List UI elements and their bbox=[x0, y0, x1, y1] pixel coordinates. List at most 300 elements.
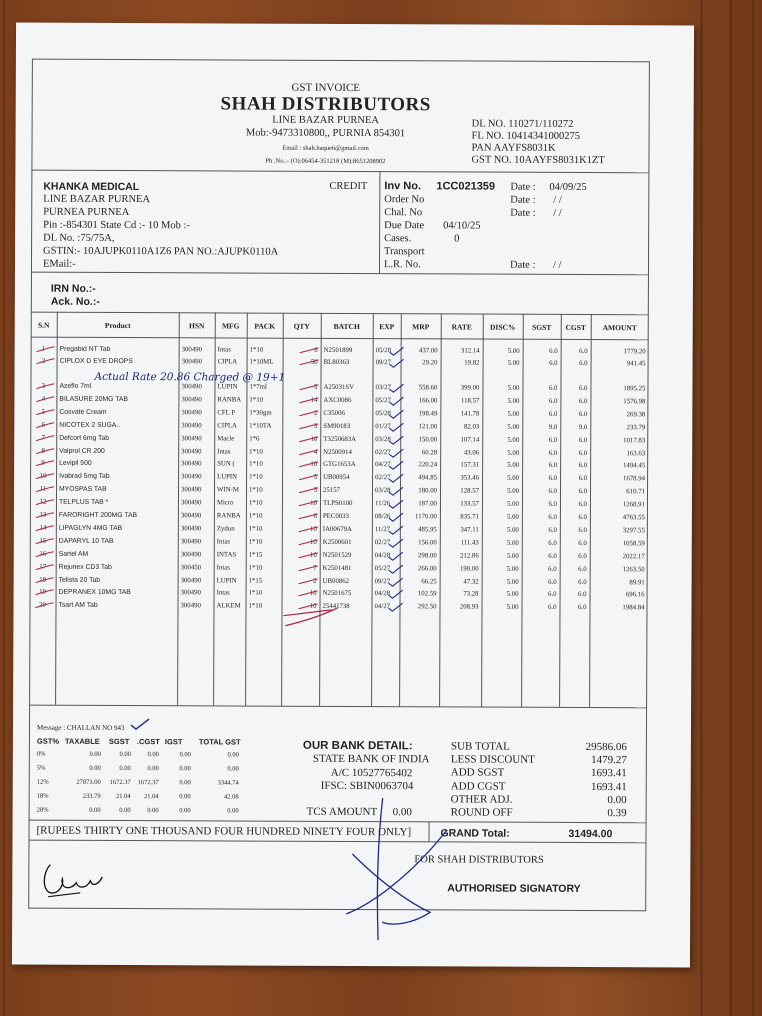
cell-mrp: 187.00 bbox=[418, 500, 437, 508]
check-mark-icon bbox=[298, 563, 320, 573]
gst-cell: 12% bbox=[36, 778, 49, 786]
cell-amount: 1895.25 bbox=[623, 385, 646, 393]
cell-pack: 1*10 bbox=[248, 602, 263, 610]
chal-date-label: Date : bbox=[510, 207, 536, 219]
cell-sn: 16 bbox=[39, 550, 47, 558]
cell-qty: 10 bbox=[310, 461, 318, 469]
cell-cgst: 6.0 bbox=[578, 513, 587, 522]
column-header: AMOUNT bbox=[602, 323, 637, 333]
cell-qty: 50 bbox=[310, 358, 318, 366]
cell-rate: 347.11 bbox=[460, 526, 479, 534]
gst-cell: 0.00 bbox=[119, 750, 131, 759]
cell-cgst: 6.0 bbox=[578, 384, 588, 393]
cell-mrp: 437.00 bbox=[418, 347, 438, 355]
check-mark-icon bbox=[298, 409, 320, 419]
cell-exp: 02/27 bbox=[375, 474, 391, 482]
cell-product: TELPLUS TAB * bbox=[58, 498, 109, 507]
cell-exp: 05/28 bbox=[375, 347, 392, 355]
bank-account: A/C 10527765402 bbox=[330, 766, 413, 780]
check-mark-icon bbox=[298, 447, 320, 457]
gst-cell: 0.00 bbox=[179, 765, 191, 773]
cell-mrp: 150.00 bbox=[418, 435, 438, 443]
cell-rate: 208.93 bbox=[459, 603, 479, 611]
cell-sn: 6 bbox=[41, 421, 46, 429]
cell-pack: 1*10 bbox=[248, 538, 263, 546]
cell-cgst: 6.0 bbox=[578, 539, 587, 547]
cell-rate: 118.57 bbox=[460, 397, 480, 405]
due-label: Due Date bbox=[384, 220, 425, 232]
check-mark-icon bbox=[388, 435, 404, 445]
cell-amount: 1058.59 bbox=[622, 539, 645, 548]
column-header: CGST bbox=[565, 322, 586, 333]
cases-label: Cases. bbox=[384, 233, 412, 245]
cell-batch: K2501481 bbox=[322, 564, 352, 572]
cell-mfg: Micro bbox=[216, 499, 234, 507]
pen-mark-icon bbox=[34, 433, 56, 443]
cell-exp: 03/28 bbox=[375, 435, 391, 443]
cell-sgst: 6.0 bbox=[548, 462, 558, 470]
company-phone: Ph .No.:- (O):06454-351218 (M):8651208902 bbox=[265, 157, 386, 166]
total-label: LESS DISCOUNT bbox=[450, 753, 535, 766]
cell-pack: 1*15 bbox=[248, 577, 263, 585]
gst-header: GST% bbox=[36, 736, 60, 746]
cell-qty: 3 bbox=[313, 422, 318, 430]
check-mark-icon bbox=[388, 551, 404, 561]
gst-cell: 21.04 bbox=[144, 793, 159, 801]
cell-hsn: 300490 bbox=[180, 576, 202, 584]
cell-sn: 19 bbox=[39, 589, 46, 597]
cell-pack: 1*10 bbox=[249, 473, 263, 481]
pen-mark-icon bbox=[34, 485, 56, 495]
check-mark-icon bbox=[298, 421, 320, 431]
cell-cgst: 6.0 bbox=[578, 565, 587, 573]
cell-amount: 1576.98 bbox=[623, 398, 646, 406]
check-mark-icon bbox=[298, 512, 320, 522]
amount-in-words: [RUPEES THIRTY ONE THOUSAND FOUR HUNDRED NINETY FOUR ONLY] bbox=[36, 824, 412, 839]
cell-mfg: Intas bbox=[217, 447, 231, 455]
gst-cell: 0.00 bbox=[147, 807, 159, 815]
check-mark-icon bbox=[298, 525, 320, 535]
pen-mark-icon bbox=[34, 588, 56, 598]
cell-pack: 1*10 bbox=[248, 525, 263, 533]
total-label: ADD SGST bbox=[450, 766, 505, 780]
cell-exp: 04/27 bbox=[374, 603, 391, 611]
cell-batch: SM90183 bbox=[323, 422, 351, 430]
cell-pack: 1*10 bbox=[249, 486, 263, 494]
cell-hsn: 300450 bbox=[180, 563, 202, 571]
cell-hsn: 300490 bbox=[180, 538, 202, 546]
cell-product: Defcort 6mg Tab bbox=[59, 434, 110, 442]
payment-mode: CREDIT bbox=[329, 180, 368, 193]
cell-product: CIPLOX D EYE DROPS bbox=[59, 357, 133, 366]
cell-amount: 163.63 bbox=[626, 449, 646, 457]
cell-exp: 05/28 bbox=[375, 409, 391, 417]
cell-exp: 05/27 bbox=[374, 564, 391, 572]
cell-batch: T3250683A bbox=[323, 435, 357, 443]
cell-batch: 25441738 bbox=[322, 603, 350, 611]
cell-pack: 1*15 bbox=[248, 551, 263, 559]
check-mark-icon bbox=[388, 383, 404, 393]
check-mark-icon bbox=[388, 538, 404, 548]
lr-date: / / bbox=[552, 259, 562, 271]
column-header: SGST bbox=[532, 322, 552, 332]
cell-mfg: Intas bbox=[216, 589, 230, 597]
total-value: 0.39 bbox=[607, 807, 627, 820]
cell-exp: 04/28 bbox=[374, 590, 391, 598]
cell-qty: 7 bbox=[313, 564, 317, 572]
cell-mrp: 220.24 bbox=[418, 461, 438, 469]
cell-batch: N2501899 bbox=[323, 346, 353, 354]
total-label: OTHER ADJ. bbox=[450, 793, 513, 806]
cell-batch: GTG1653A bbox=[323, 461, 356, 469]
tcs-value: 0.00 bbox=[392, 806, 412, 819]
check-mark-icon bbox=[388, 409, 404, 419]
buyer-dl: DL No. :75/75A, bbox=[43, 232, 115, 244]
cell-cgst: 6.0 bbox=[578, 526, 587, 534]
cell-qty: 5 bbox=[313, 487, 318, 495]
check-mark-icon bbox=[388, 590, 404, 600]
cell-batch: IA00679A bbox=[322, 525, 352, 533]
cell-rate: 107.14 bbox=[460, 436, 480, 444]
cell-sn: 4 bbox=[41, 395, 46, 403]
cell-sn: 14 bbox=[39, 524, 47, 532]
check-mark-icon bbox=[298, 396, 320, 406]
cell-amount: 696.16 bbox=[625, 591, 645, 599]
doc-title: GST INVOICE bbox=[291, 81, 361, 95]
cell-mfg: CFL P bbox=[217, 409, 236, 417]
check-mark-icon bbox=[299, 358, 321, 368]
gst-header: SGST bbox=[108, 736, 130, 747]
gst-cell: 5% bbox=[36, 764, 46, 772]
gst-cell: 1672.37 bbox=[137, 779, 159, 787]
cell-rate: 73.28 bbox=[463, 590, 479, 598]
cell-hsn: 300490 bbox=[180, 589, 201, 597]
cell-product: BILASURE 20MG TAB bbox=[59, 395, 128, 403]
cell-batch: N2501529 bbox=[322, 551, 352, 559]
buyer-gstin: GSTIN:- 10AJUPK0110A1Z6 PAN NO.:AJUPK0110A bbox=[43, 245, 279, 258]
cell-rate: 82.03 bbox=[463, 423, 480, 431]
cell-sgst: 6.0 bbox=[548, 526, 557, 534]
cell-mfg: Macle bbox=[217, 435, 235, 443]
cell-batch: TLPS0100 bbox=[322, 499, 353, 508]
check-mark-icon bbox=[388, 396, 404, 406]
cell-sgst: 6.0 bbox=[549, 359, 558, 367]
cell-sgst: 6.0 bbox=[548, 436, 558, 444]
gst-header: TOTAL GST bbox=[198, 737, 241, 747]
cell-disc: 5.00 bbox=[506, 578, 519, 586]
gst-cell: 0.00 bbox=[179, 807, 191, 815]
cell-sgst: 6.0 bbox=[547, 604, 557, 612]
cell-sn: 3 bbox=[41, 382, 46, 390]
gst-cell: 0.00 bbox=[227, 765, 239, 773]
total-value: 29586.06 bbox=[585, 741, 627, 754]
cell-mrp: 166.00 bbox=[418, 397, 438, 405]
tcs-label: TCS AMOUNT bbox=[306, 805, 378, 819]
cell-amount: 1263.50 bbox=[622, 565, 645, 573]
cell-mrp: 102.59 bbox=[417, 590, 437, 598]
gst-cell: 0.00 bbox=[119, 764, 131, 773]
order-label: Order No bbox=[384, 194, 425, 206]
cell-batch: BL80363 bbox=[323, 358, 350, 366]
gst-cell: 0.00 bbox=[179, 779, 191, 787]
cell-batch: PEC0033 bbox=[322, 512, 349, 520]
cell-exp: 01/27 bbox=[375, 422, 391, 430]
check-mark-icon bbox=[299, 346, 321, 356]
check-mark-icon bbox=[388, 448, 404, 458]
grand-total-value: 31494.00 bbox=[568, 827, 613, 841]
cell-sgst: 6.0 bbox=[548, 552, 557, 560]
cell-cgst: 6.0 bbox=[579, 359, 588, 368]
cell-hsn: 300490 bbox=[181, 396, 202, 404]
cell-batch: 25157 bbox=[323, 487, 341, 495]
cell-rate: 128.57 bbox=[460, 487, 480, 495]
for-company: FOR SHAH DISTRIBUTORS bbox=[414, 854, 544, 866]
pen-mark-icon bbox=[34, 407, 56, 417]
gst-cell: 233.79 bbox=[82, 792, 101, 800]
cell-qty: 2 bbox=[313, 409, 318, 417]
cell-pack: 1*10 bbox=[248, 512, 263, 520]
column-header: QTY bbox=[293, 321, 310, 331]
cell-product: DEPRANEX 10MG TAB bbox=[58, 589, 131, 597]
cell-amount: 1494.45 bbox=[623, 462, 646, 470]
inv-label: Inv No. bbox=[384, 180, 422, 193]
cell-product: Valprol CR 200 bbox=[59, 447, 105, 455]
buyer-pin: Pin :-854301 State Cd :- 10 Mob :- bbox=[43, 219, 190, 232]
cell-product: Levipil 500 bbox=[59, 460, 92, 468]
cell-product: Rejunex CD3 Tab bbox=[58, 563, 112, 571]
cell-mrp: 292.50 bbox=[417, 603, 437, 611]
cell-mfg: Intas bbox=[216, 563, 230, 572]
cell-hsn: 300490 bbox=[180, 525, 202, 533]
pen-stroke bbox=[281, 602, 341, 634]
cell-rate: 190.00 bbox=[459, 565, 479, 573]
cell-exp: 08/26 bbox=[374, 513, 391, 521]
column-header: Product bbox=[104, 320, 131, 331]
cell-rate: 835.71 bbox=[460, 513, 479, 521]
cell-amount: 1984.84 bbox=[622, 604, 645, 612]
cell-mfg: RANBA bbox=[216, 512, 241, 520]
gst-cell: 0.00 bbox=[89, 750, 101, 758]
cell-exp: 09/27 bbox=[374, 577, 391, 585]
fl-number: FL NO. 10414341000275 bbox=[471, 130, 580, 142]
cell-batch: UB00954 bbox=[323, 474, 350, 482]
cell-mrp: 298.00 bbox=[418, 551, 437, 560]
cell-rate: 212.86 bbox=[460, 552, 479, 560]
cell-qty: 10 bbox=[310, 525, 317, 533]
cell-product: Telista 20 Tab bbox=[58, 576, 101, 584]
cell-mrp: 156.00 bbox=[418, 539, 437, 547]
cell-mrp: 266.00 bbox=[417, 564, 437, 572]
column-header: S.N bbox=[37, 320, 50, 330]
pen-mark-icon bbox=[34, 394, 56, 404]
gst-cell: 0.00 bbox=[119, 806, 131, 815]
gst-cell: 0.00 bbox=[89, 806, 101, 814]
cell-qty: 5 bbox=[314, 383, 318, 391]
cell-mfg: LUPIN bbox=[216, 576, 237, 584]
total-label: SUB TOTAL bbox=[450, 740, 510, 753]
cell-qty: 6 bbox=[313, 512, 317, 520]
cell-rate: 111.43 bbox=[460, 539, 479, 547]
cell-mfg: CIPLA bbox=[217, 358, 238, 366]
cell-mfg: Zydun bbox=[216, 525, 235, 533]
cell-sn: 9 bbox=[41, 460, 45, 468]
cell-product: NICOTEX 2 SUGA.. bbox=[59, 421, 121, 429]
cell-exp: 05/27 bbox=[375, 396, 391, 405]
cell-disc: 5.00 bbox=[507, 449, 520, 457]
cell-disc: 5.00 bbox=[506, 539, 519, 547]
buyer-name: KHANKA MEDICAL bbox=[43, 180, 140, 194]
cell-sn: 18 bbox=[39, 576, 47, 584]
pen-mark-icon bbox=[35, 345, 57, 355]
cell-disc: 5.00 bbox=[506, 526, 519, 534]
cell-product: FARORIGHT 200MG TAB bbox=[58, 511, 138, 520]
column-header: MFG bbox=[221, 321, 240, 331]
chal-label: Chal. No bbox=[384, 207, 423, 219]
cell-mrp: 198.49 bbox=[418, 410, 438, 418]
cell-batch: AXC0086 bbox=[323, 396, 352, 404]
cell-qty: 6 bbox=[314, 346, 318, 354]
cell-exp: 02/27 bbox=[374, 538, 391, 546]
pen-mark-icon bbox=[34, 472, 56, 482]
pen-mark-icon bbox=[34, 459, 56, 469]
gst-header: IGST bbox=[164, 737, 183, 747]
cell-amount: 3297.55 bbox=[622, 527, 645, 535]
order-date: / / bbox=[553, 194, 562, 206]
company-name: SHAH DISTRIBUTORS bbox=[220, 93, 431, 116]
check-mark-icon bbox=[298, 538, 320, 548]
cell-sn: 8 bbox=[41, 447, 45, 455]
cell-cgst: 6.0 bbox=[578, 475, 588, 483]
gst-cell: 28% bbox=[36, 806, 49, 814]
buyer-line2: PURNEA PURNEA bbox=[43, 206, 130, 219]
cell-cgst: 6.0 bbox=[577, 604, 587, 612]
cell-qty: 10 bbox=[310, 435, 318, 443]
check-mark-icon bbox=[387, 602, 403, 612]
check-mark-icon bbox=[298, 576, 320, 586]
cell-rate: 19.82 bbox=[464, 359, 480, 367]
cell-qty: 10 bbox=[310, 499, 317, 507]
cell-sn: 15 bbox=[39, 537, 47, 545]
cell-hsn: 300490 bbox=[181, 383, 202, 391]
cell-disc: 5.00 bbox=[506, 513, 519, 521]
cell-amount: 89.91 bbox=[629, 578, 645, 586]
cell-cgst: 6.0 bbox=[578, 552, 587, 560]
signature-image bbox=[40, 859, 106, 901]
cell-disc: 5.00 bbox=[506, 591, 519, 599]
gst-cell: 1672.37 bbox=[109, 778, 131, 787]
lr-label: L.R. No. bbox=[383, 259, 421, 271]
cell-mrp: 180.00 bbox=[418, 487, 438, 495]
cell-cgst: 6.0 bbox=[578, 436, 588, 444]
check-mark-icon bbox=[388, 473, 404, 483]
total-value: 1693.41 bbox=[590, 780, 627, 793]
cell-sn: 11 bbox=[39, 485, 47, 493]
gst-cell: 42.08 bbox=[224, 793, 239, 801]
cell-exp: 02/27 bbox=[375, 448, 391, 456]
company-email: Email : shah.haque6@gmail.com bbox=[282, 144, 369, 153]
cell-exp: 03/27 bbox=[375, 384, 391, 392]
cell-mfg: RANBA bbox=[217, 396, 242, 404]
cell-mfg: LUPIN bbox=[217, 473, 238, 481]
gst-number: GST NO. 10AAYFS8031K1ZT bbox=[471, 154, 605, 167]
transport-label: Transport bbox=[384, 246, 425, 258]
gst-cell: 0.00 bbox=[179, 751, 191, 759]
cell-pack: 1*7ml bbox=[249, 383, 267, 391]
column-header: DISC% bbox=[489, 322, 516, 332]
column-header: BATCH bbox=[333, 321, 360, 332]
cell-pack: 1*10 bbox=[249, 396, 264, 404]
pen-mark-icon bbox=[35, 357, 57, 367]
check-mark-icon bbox=[298, 550, 320, 560]
cell-exp: 11/27 bbox=[374, 525, 391, 534]
pan-number: PAN AAYFS8031K bbox=[471, 142, 556, 154]
gst-cell: 0.00 bbox=[227, 751, 239, 759]
pen-mark-icon bbox=[34, 549, 56, 559]
cell-pack: 1*10 bbox=[249, 346, 264, 354]
cell-sgst: 6.0 bbox=[548, 578, 557, 586]
cell-rate: 399.00 bbox=[460, 384, 480, 392]
pen-mark-icon bbox=[34, 523, 56, 533]
pen-mark-icon bbox=[34, 446, 56, 456]
cell-sn: 1 bbox=[41, 345, 46, 353]
cell-mrp: 29.20 bbox=[422, 359, 438, 367]
invoice-date: 04/09/25 bbox=[549, 181, 587, 194]
cell-pack: 1*30gm bbox=[249, 409, 272, 417]
bank-title: OUR BANK DETAIL: bbox=[302, 739, 413, 753]
chal-date: / / bbox=[553, 207, 562, 219]
cell-disc: 5.00 bbox=[507, 410, 520, 418]
cell-amount: 941.45 bbox=[626, 360, 646, 368]
cell-disc: 5.00 bbox=[507, 347, 520, 355]
gst-cell: 3344.74 bbox=[217, 779, 239, 787]
cell-amount: 1779.20 bbox=[623, 348, 646, 356]
cell-mrp: 60.28 bbox=[421, 448, 438, 456]
cell-rate: 353.46 bbox=[460, 474, 480, 482]
cell-amount: 4763.55 bbox=[622, 514, 645, 522]
cell-rate: 43.06 bbox=[463, 448, 480, 457]
cell-qty: 4 bbox=[313, 448, 318, 456]
cell-batch: UB00862 bbox=[322, 577, 350, 585]
cell-amount: 1017.83 bbox=[623, 436, 646, 444]
lr-date-label: Date : bbox=[509, 259, 536, 271]
check-mark-icon bbox=[298, 460, 320, 470]
cell-sn: 10 bbox=[39, 472, 47, 480]
cell-rate: 133.57 bbox=[460, 500, 479, 508]
total-value: 1479.27 bbox=[591, 754, 627, 767]
cell-pack: 1*10 bbox=[248, 564, 263, 572]
check-mark-icon bbox=[298, 383, 320, 393]
cell-sgst: 9.0 bbox=[548, 423, 558, 431]
check-mark-icon bbox=[298, 473, 320, 483]
cell-mfg: INTAS bbox=[216, 551, 237, 559]
cell-sgst: 6.0 bbox=[548, 500, 557, 508]
cell-hsn: 300490 bbox=[181, 473, 202, 481]
cell-amount: 610.71 bbox=[626, 488, 646, 496]
cell-exp: 11/26 bbox=[374, 500, 391, 508]
date-label: Date : bbox=[510, 181, 536, 193]
gst-cell: 0% bbox=[36, 750, 46, 758]
check-mark-icon bbox=[388, 486, 404, 496]
cell-sn: 12 bbox=[39, 498, 47, 506]
cell-mfg: Intas bbox=[216, 538, 231, 546]
due-date: 04/10/25 bbox=[443, 220, 481, 232]
cell-cgst: 6.0 bbox=[579, 347, 588, 356]
cell-hsn: 300490 bbox=[180, 602, 201, 610]
cell-product: Pregabid NT Tab bbox=[59, 345, 111, 353]
cell-product: Ivabrad 5mg Tab bbox=[59, 473, 110, 481]
cell-hsn: 300490 bbox=[180, 550, 202, 559]
cell-amount: 269.38 bbox=[626, 410, 646, 419]
